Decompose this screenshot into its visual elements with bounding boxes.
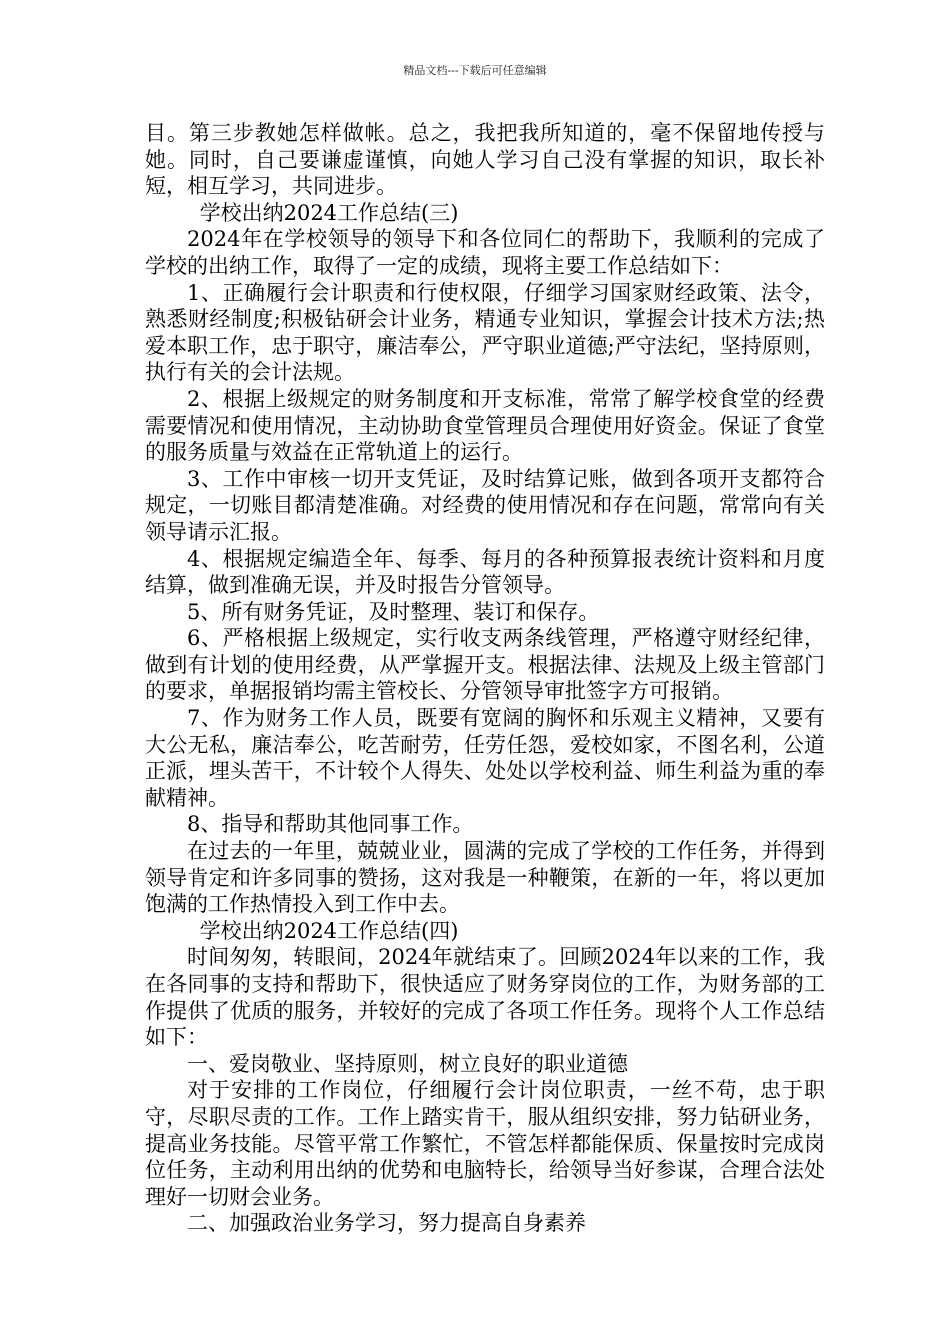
body-paragraph: 时间匆匆，转眼间，2024年就结束了。回顾2024年以来的工作，我在各同事的支持和帮助下，很快适应了财务穿岗位的工作，为财务部的工作提供了优质的服务，并较好的完成了各项工作任务。现将个人工作总结如下： (145, 945, 825, 1050)
page-header: 精品文档---下载后可任意编辑 (403, 64, 547, 77)
body-paragraph: 3、工作中审核一切开支凭证，及时结算记账，做到各项开支都符合规定，一切账目都清楚准确。对经费的使用情况和存在问题，常常向有关领导请示汇报。 (145, 466, 825, 544)
body-paragraph: 一、爱岗敬业、坚持原则，树立良好的职业道德 (187, 1051, 628, 1076)
body-paragraph: 1、正确履行会计职责和行使权限，仔细学习国家财经政策、法令，熟悉财经制度;积极钻研会计业务，精通专业知识，掌握会计技术方法;热爱本职工作，忠于职守，廉洁奉公，严守职业道德;严守法纪，坚持原则，执行有关的会计法规。 (145, 280, 825, 385)
section-heading: 学校出纳2024工作总结(三) (199, 200, 459, 225)
document-body (145, 120, 825, 1237)
body-paragraph: 4、根据规定编造全年、每季、每月的各种预算报表统计资料和月度结算，做到准确无误，并及时报告分管领导。 (145, 546, 825, 598)
body-paragraph: 对于安排的工作岗位，仔细履行会计岗位职责，一丝不苟，忠于职守，尽职尽责的工作。工作上踏实肯干，服从组织安排，努力钻研业务，提高业务技能。尽管平常工作繁忙，不管怎样都能保质、保量按时完成岗位任务，主动利用出纳的优势和电脑特长，给领导当好参谋，合理合法处理好一切财会业务。 (145, 1078, 825, 1209)
body-paragraph: 6、严格根据上级规定，实行收支两条线管理，严格遵守财经纪律，做到有计划的使用经费，从严掌握开支。根据法律、法规及上级主管部门的要求，单据报销均需主管校长、分管领导审批签字方可报销。 (145, 626, 825, 704)
body-paragraph: 目。第三步教她怎样做帐。总之，我把我所知道的，毫不保留地传授与她。同时，自己要谦虚谨慎，向她人学习自己没有掌握的知识，取长补短，相互学习，共同进步。 (145, 121, 825, 199)
section-heading: 学校出纳2024工作总结(四) (199, 918, 459, 943)
body-paragraph: 2024年在学校领导的领导下和各位同仁的帮助下，我顺利的完成了学校的出纳工作，取得了一定的成绩，现将主要工作总结如下： (145, 227, 825, 278)
body-paragraph: 8、指导和帮助其他同事工作。 (187, 812, 474, 837)
body-paragraph: 二、加强政治业务学习，努力提高自身素养 (187, 1211, 586, 1236)
body-paragraph: 7、作为财务工作人员，既要有宽阔的胸怀和乐观主义精神，又要有大公无私，廉洁奉公，吃苦耐劳，任劳任怨，爱校如家，不图名利，公道正派，埋头苦干，不计较个人得失、处处以学校利益、师生利益为重的奉献精神。 (145, 706, 825, 810)
body-paragraph: 2、根据上级规定的财务制度和开支标准，常常了解学校食堂的经费需要情况和使用情况，主动协助食堂管理员合理使用好资金。保证了食堂的服务质量与效益在正常轨道上的运行。 (145, 386, 825, 465)
body-paragraph: 5、所有财务凭证，及时整理、装订和保存。 (187, 599, 600, 624)
body-paragraph: 在过去的一年里，兢兢业业，圆满的完成了学校的工作任务，并得到领导肯定和许多同事的赞扬，这对我是一种鞭策，在新的一年，将以更加饱满的工作热情投入到工作中去。 (145, 839, 825, 917)
